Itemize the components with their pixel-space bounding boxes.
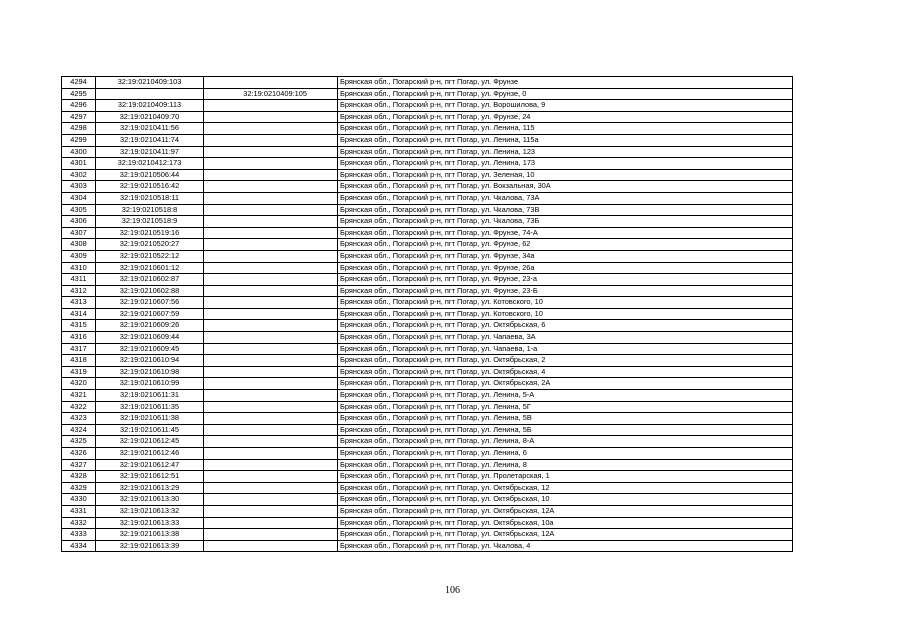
- address-cell: Брянская обл., Погарский р-н, пгт Погар, ул. Ленина, 115а: [338, 134, 793, 146]
- address-cell: Брянская обл., Погарский р-н, пгт Погар, ул. Ленина, 123: [338, 146, 793, 158]
- address-cell: Брянская обл., Погарский р-н, пгт Погар, ул. Октябрьская, 12А: [338, 529, 793, 541]
- previous-number-cell: [204, 320, 338, 332]
- table-row: [62, 529, 793, 541]
- cadastral-number-cell: 32:19:0210612:47: [96, 459, 204, 471]
- row-number-cell: 4331: [62, 505, 96, 517]
- table-row: [62, 448, 793, 460]
- table-row: [62, 262, 793, 274]
- table-row: [62, 355, 793, 367]
- address-cell: Брянская обл., Погарский р-н, пгт Погар, ул. Октябрьская, 10а: [338, 517, 793, 529]
- registry-table: [61, 76, 793, 552]
- cadastral-number-cell: 32:19:0210611:35: [96, 401, 204, 413]
- cadastral-number-cell: 32:19:0210609:45: [96, 343, 204, 355]
- row-number-cell: 4305: [62, 204, 96, 216]
- row-number-cell: 4319: [62, 366, 96, 378]
- table-row: [62, 227, 793, 239]
- table-row: [62, 158, 793, 170]
- row-number-cell: 4330: [62, 494, 96, 506]
- table-row: [62, 88, 793, 100]
- previous-number-cell: [204, 216, 338, 228]
- row-number-cell: 4308: [62, 239, 96, 251]
- row-number-cell: 4302: [62, 169, 96, 181]
- table-row: [62, 343, 793, 355]
- row-number-cell: 4317: [62, 343, 96, 355]
- address-cell: Брянская обл., Погарский р-н, пгт Погар, ул. Фрунзе, 34а: [338, 250, 793, 262]
- table-row: [62, 401, 793, 413]
- cadastral-number-cell: 32:19:0210612:45: [96, 436, 204, 448]
- previous-number-cell: [204, 181, 338, 193]
- address-cell: Брянская обл., Погарский р-н, пгт Погар, ул. Чкалова, 73А: [338, 192, 793, 204]
- address-cell: Брянская обл., Погарский р-н, пгт Погар, ул. Октябрьская, 4: [338, 366, 793, 378]
- previous-number-cell: [204, 262, 338, 274]
- address-cell: Брянская обл., Погарский р-н, пгт Погар, ул. Ленина, 5Г: [338, 401, 793, 413]
- address-cell: Брянская обл., Погарский р-н, пгт Погар, ул. Ленина, 5-А: [338, 390, 793, 402]
- cadastral-number-cell: 32:19:0210409:103: [96, 77, 204, 89]
- cadastral-number-cell: 32:19:0210601:12: [96, 262, 204, 274]
- table-row: [62, 123, 793, 135]
- previous-number-cell: [204, 494, 338, 506]
- table-row: [62, 216, 793, 228]
- cadastral-number-cell: 32:19:0210611:38: [96, 413, 204, 425]
- cadastral-number-cell: 32:19:0210518:8: [96, 204, 204, 216]
- table-row: [62, 413, 793, 425]
- row-number-cell: 4307: [62, 227, 96, 239]
- row-number-cell: 4304: [62, 192, 96, 204]
- address-cell: Брянская обл., Погарский р-н, пгт Погар, ул. Октябрьская, 10: [338, 494, 793, 506]
- previous-number-cell: [204, 482, 338, 494]
- address-cell: Брянская обл., Погарский р-н, пгт Погар, ул. Ворошилова, 9: [338, 100, 793, 112]
- previous-number-cell: [204, 448, 338, 460]
- cadastral-number-cell: 32:19:0210611:45: [96, 424, 204, 436]
- previous-number-cell: [204, 505, 338, 517]
- table-row: [62, 459, 793, 471]
- address-cell: Брянская обл., Погарский р-н, пгт Погар, ул. Ленина, 5В: [338, 413, 793, 425]
- row-number-cell: 4310: [62, 262, 96, 274]
- row-number-cell: 4328: [62, 471, 96, 483]
- address-cell: Брянская обл., Погарский р-н, пгт Погар, ул. Чапаева, 1-а: [338, 343, 793, 355]
- row-number-cell: 4301: [62, 158, 96, 170]
- row-number-cell: 4316: [62, 332, 96, 344]
- previous-number-cell: [204, 227, 338, 239]
- cadastral-number-cell: 32:19:0210613:29: [96, 482, 204, 494]
- previous-number-cell: [204, 308, 338, 320]
- cadastral-number-cell: 32:19:0210602:88: [96, 285, 204, 297]
- table-row: [62, 169, 793, 181]
- cadastral-number-cell: 32:19:0210613:32: [96, 505, 204, 517]
- cadastral-number-cell: 32:19:0210613:33: [96, 517, 204, 529]
- table-row: [62, 424, 793, 436]
- address-cell: Брянская обл., Погарский р-н, пгт Погар, ул. Октябрьская, 2А: [338, 378, 793, 390]
- previous-number-cell: [204, 285, 338, 297]
- cadastral-number-cell: 32:19:0210411:56: [96, 123, 204, 135]
- previous-number-cell: [204, 343, 338, 355]
- cadastral-number-cell: 32:19:0210516:42: [96, 181, 204, 193]
- address-cell: Брянская обл., Погарский р-н, пгт Погар, ул. Ленина, 8: [338, 459, 793, 471]
- row-number-cell: 4329: [62, 482, 96, 494]
- row-number-cell: 4327: [62, 459, 96, 471]
- cadastral-number-cell: 32:19:0210607:56: [96, 297, 204, 309]
- previous-number-cell: [204, 378, 338, 390]
- previous-number-cell: [204, 332, 338, 344]
- address-cell: Брянская обл., Погарский р-н, пгт Погар, ул. Ленина, 115: [338, 123, 793, 135]
- cadastral-number-cell: 32:19:0210609:26: [96, 320, 204, 332]
- registry-table-body: [62, 77, 793, 552]
- cadastral-number-cell: 32:19:0210518:11: [96, 192, 204, 204]
- previous-number-cell: [204, 146, 338, 158]
- cadastral-number-cell: 32:19:0210613:38: [96, 529, 204, 541]
- table-row: [62, 366, 793, 378]
- previous-number-cell: [204, 204, 338, 216]
- table-row: [62, 181, 793, 193]
- address-cell: Брянская обл., Погарский р-н, пгт Погар, ул. Пролетарская, 1: [338, 471, 793, 483]
- address-cell: Брянская обл., Погарский р-н, пгт Погар, ул. Вокзальная, 30А: [338, 181, 793, 193]
- previous-number-cell: [204, 366, 338, 378]
- table-row: [62, 134, 793, 146]
- address-cell: Брянская обл., Погарский р-н, пгт Погар, ул. Октябрьская, 2: [338, 355, 793, 367]
- previous-number-cell: [204, 239, 338, 251]
- row-number-cell: 4315: [62, 320, 96, 332]
- table-row: [62, 192, 793, 204]
- cadastral-number-cell: 32:19:0210607:59: [96, 308, 204, 320]
- row-number-cell: 4325: [62, 436, 96, 448]
- table-row: [62, 494, 793, 506]
- cadastral-number-cell: 32:19:0210411:74: [96, 134, 204, 146]
- row-number-cell: 4297: [62, 111, 96, 123]
- table-row: [62, 308, 793, 320]
- row-number-cell: 4312: [62, 285, 96, 297]
- address-cell: Брянская обл., Погарский р-н, пгт Погар, ул. Фрунзе, 62: [338, 239, 793, 251]
- cadastral-number-cell: 32:19:0210409:70: [96, 111, 204, 123]
- row-number-cell: 4300: [62, 146, 96, 158]
- cadastral-number-cell: 32:19:0210610:94: [96, 355, 204, 367]
- address-cell: Брянская обл., Погарский р-н, пгт Погар, ул. Ленина, 6: [338, 448, 793, 460]
- previous-number-cell: [204, 134, 338, 146]
- previous-number-cell: [204, 274, 338, 286]
- previous-number-cell: [204, 123, 338, 135]
- cadastral-number-cell: 32:19:0210412:173: [96, 158, 204, 170]
- address-cell: Брянская обл., Погарский р-н, пгт Погар, ул. Ленина, 173: [338, 158, 793, 170]
- previous-number-cell: [204, 192, 338, 204]
- row-number-cell: 4313: [62, 297, 96, 309]
- previous-number-cell: [204, 413, 338, 425]
- table-row: [62, 285, 793, 297]
- previous-number-cell: [204, 517, 338, 529]
- table-row: [62, 77, 793, 89]
- table-row: [62, 297, 793, 309]
- table-row: [62, 471, 793, 483]
- previous-number-cell: [204, 529, 338, 541]
- cadastral-number-cell: 32:19:0210522:12: [96, 250, 204, 262]
- table-row: [62, 505, 793, 517]
- row-number-cell: 4296: [62, 100, 96, 112]
- previous-number-cell: [204, 390, 338, 402]
- table-row: [62, 517, 793, 529]
- address-cell: Брянская обл., Погарский р-н, пгт Погар, ул. Ленина, 8-А: [338, 436, 793, 448]
- address-cell: Брянская обл., Погарский р-н, пгт Погар, ул. Ленина, 5Б: [338, 424, 793, 436]
- address-cell: Брянская обл., Погарский р-н, пгт Погар, ул. Котовского, 10: [338, 308, 793, 320]
- page-number: 106: [445, 585, 460, 596]
- previous-number-cell: [204, 401, 338, 413]
- cadastral-number-cell: 32:19:0210609:44: [96, 332, 204, 344]
- address-cell: Брянская обл., Погарский р-н, пгт Погар, ул. Чапаева, 3А: [338, 332, 793, 344]
- address-cell: Брянская обл., Погарский р-н, пгт Погар, ул. Фрунзе, 23-а: [338, 274, 793, 286]
- cadastral-number-cell: 32:19:0210409:113: [96, 100, 204, 112]
- address-cell: Брянская обл., Погарский р-н, пгт Погар, ул. Фрунзе, 74-А: [338, 227, 793, 239]
- previous-number-cell: [204, 459, 338, 471]
- row-number-cell: 4299: [62, 134, 96, 146]
- table-row: [62, 436, 793, 448]
- row-number-cell: 4318: [62, 355, 96, 367]
- row-number-cell: 4321: [62, 390, 96, 402]
- row-number-cell: 4309: [62, 250, 96, 262]
- row-number-cell: 4323: [62, 413, 96, 425]
- row-number-cell: 4320: [62, 378, 96, 390]
- cadastral-number-cell: 32:19:0210610:99: [96, 378, 204, 390]
- row-number-cell: 4294: [62, 77, 96, 89]
- cadastral-number-cell: [96, 88, 204, 100]
- row-number-cell: 4303: [62, 181, 96, 193]
- address-cell: Брянская обл., Погарский р-н, пгт Погар, ул. Фрунзе: [338, 77, 793, 89]
- table-row: [62, 250, 793, 262]
- previous-number-cell: [204, 158, 338, 170]
- address-cell: Брянская обл., Погарский р-н, пгт Погар, ул. Фрунзе, 24: [338, 111, 793, 123]
- previous-number-cell: [204, 540, 338, 552]
- previous-number-cell: [204, 100, 338, 112]
- address-cell: Брянская обл., Погарский р-н, пгт Погар, ул. Фрунзе, 26а: [338, 262, 793, 274]
- row-number-cell: 4324: [62, 424, 96, 436]
- address-cell: Брянская обл., Погарский р-н, пгт Погар, ул. Котовского, 10: [338, 297, 793, 309]
- row-number-cell: 4322: [62, 401, 96, 413]
- table-row: [62, 100, 793, 112]
- cadastral-number-cell: 32:19:0210613:39: [96, 540, 204, 552]
- row-number-cell: 4333: [62, 529, 96, 541]
- table-row: [62, 239, 793, 251]
- row-number-cell: 4298: [62, 123, 96, 135]
- address-cell: Брянская обл., Погарский р-н, пгт Погар, ул. Чкалова, 4: [338, 540, 793, 552]
- table-row: [62, 540, 793, 552]
- previous-number-cell: 32:19:0210409:105: [204, 88, 338, 100]
- cadastral-number-cell: 32:19:0210610:98: [96, 366, 204, 378]
- previous-number-cell: [204, 436, 338, 448]
- row-number-cell: 4334: [62, 540, 96, 552]
- previous-number-cell: [204, 355, 338, 367]
- address-cell: Брянская обл., Погарский р-н, пгт Погар, ул. Чкалова, 73Б: [338, 216, 793, 228]
- row-number-cell: 4314: [62, 308, 96, 320]
- cadastral-number-cell: 32:19:0210411:97: [96, 146, 204, 158]
- cadastral-number-cell: 32:19:0210613:30: [96, 494, 204, 506]
- cadastral-number-cell: 32:19:0210519:16: [96, 227, 204, 239]
- table-row: [62, 111, 793, 123]
- table-row: [62, 332, 793, 344]
- row-number-cell: 4306: [62, 216, 96, 228]
- table-row: [62, 482, 793, 494]
- row-number-cell: 4295: [62, 88, 96, 100]
- previous-number-cell: [204, 424, 338, 436]
- address-cell: Брянская обл., Погарский р-н, пгт Погар, ул. Октябрьская, 12: [338, 482, 793, 494]
- address-cell: Брянская обл., Погарский р-н, пгт Погар, ул. Фрунзе, 23-Б: [338, 285, 793, 297]
- cadastral-number-cell: 32:19:0210602:87: [96, 274, 204, 286]
- table-row: [62, 390, 793, 402]
- cadastral-number-cell: 32:19:0210612:51: [96, 471, 204, 483]
- row-number-cell: 4332: [62, 517, 96, 529]
- table-row: [62, 320, 793, 332]
- address-cell: Брянская обл., Погарский р-н, пгт Погар, ул. Фрунзе, 0: [338, 88, 793, 100]
- previous-number-cell: [204, 250, 338, 262]
- cadastral-number-cell: 32:19:0210518:9: [96, 216, 204, 228]
- row-number-cell: 4311: [62, 274, 96, 286]
- previous-number-cell: [204, 471, 338, 483]
- table-row: [62, 204, 793, 216]
- row-number-cell: 4326: [62, 448, 96, 460]
- cadastral-number-cell: 32:19:0210506:44: [96, 169, 204, 181]
- table-row: [62, 146, 793, 158]
- table-row: [62, 378, 793, 390]
- cadastral-number-cell: 32:19:0210520:27: [96, 239, 204, 251]
- address-cell: Брянская обл., Погарский р-н, пгт Погар, ул. Октябрьская, 12А: [338, 505, 793, 517]
- previous-number-cell: [204, 297, 338, 309]
- address-cell: Брянская обл., Погарский р-н, пгт Погар, ул. Зеленая, 10: [338, 169, 793, 181]
- previous-number-cell: [204, 111, 338, 123]
- address-cell: Брянская обл., Погарский р-н, пгт Погар, ул. Чкалова, 73В: [338, 204, 793, 216]
- previous-number-cell: [204, 169, 338, 181]
- previous-number-cell: [204, 77, 338, 89]
- table-row: [62, 274, 793, 286]
- address-cell: Брянская обл., Погарский р-н, пгт Погар, ул. Октябрьская, 6: [338, 320, 793, 332]
- cadastral-number-cell: 32:19:0210612:46: [96, 448, 204, 460]
- cadastral-number-cell: 32:19:0210611:31: [96, 390, 204, 402]
